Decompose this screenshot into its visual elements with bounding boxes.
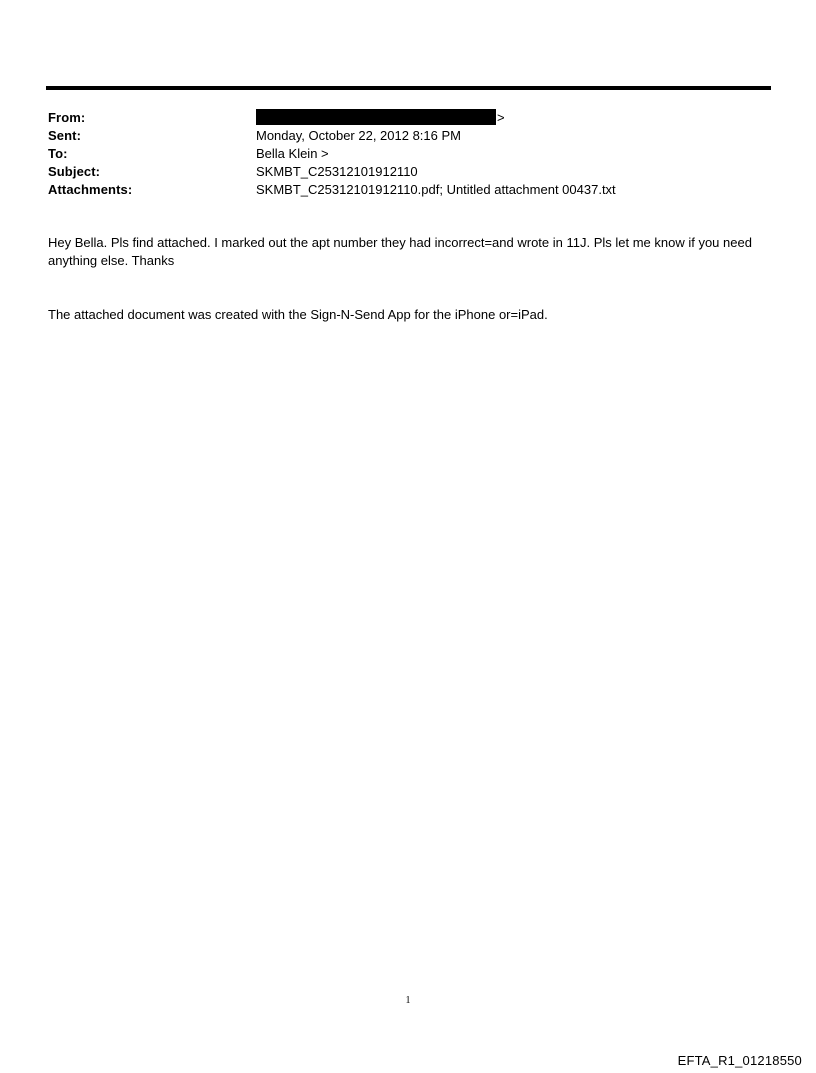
sent-value: Monday, October 22, 2012 8:16 PM xyxy=(256,127,461,143)
email-signature-paragraph: The attached document was created with the Sign-N-Send App for the iPhone or=iPad. xyxy=(48,307,548,322)
to-value: Bella Klein > xyxy=(256,145,329,161)
redaction-block xyxy=(256,109,496,125)
email-header xyxy=(48,108,748,198)
subject-value: SKMBT_C25312101912110 xyxy=(256,163,418,179)
to-label: To: xyxy=(48,145,68,161)
subject-label: Subject: xyxy=(48,163,101,179)
document-id: EFTA_R1_01218550 xyxy=(677,1053,802,1068)
header-divider xyxy=(46,86,771,90)
from-row xyxy=(48,108,748,126)
attachments-value: SKMBT_C25312101912110.pdf; Untitled attachment 00437.txt xyxy=(256,181,616,197)
to-row xyxy=(48,144,748,162)
subject-row xyxy=(48,162,748,180)
from-value-suffix: > xyxy=(497,109,505,125)
attachments-label: Attachments: xyxy=(48,181,133,197)
page-number: 1 xyxy=(405,995,411,1006)
from-label: From: xyxy=(48,109,86,125)
email-body-paragraph: Hey Bella. Pls find attached. I marked out the apt number they had incorrect=and wrote in 11J. Pls let me know if you need anything else. Thanks xyxy=(48,235,752,268)
sent-row xyxy=(48,126,748,144)
attachments-row xyxy=(48,180,748,198)
from-value xyxy=(256,109,505,125)
sent-label: Sent: xyxy=(48,127,81,143)
